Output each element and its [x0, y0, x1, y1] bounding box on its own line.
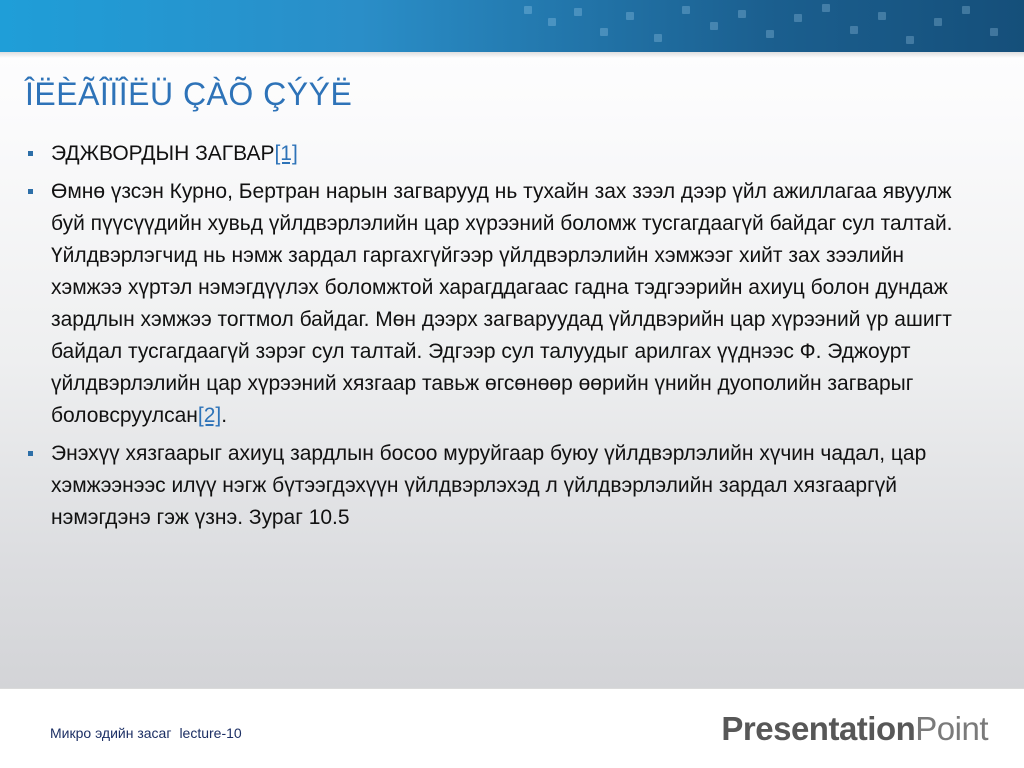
footer-caption: [50, 724, 242, 742]
banner-pattern: [504, 0, 1024, 52]
brand-logo-part2: Point: [915, 710, 988, 747]
reference-link[interactable]: [2]: [197, 404, 222, 427]
bullet-item: [28, 138, 978, 170]
reference-link[interactable]: [1]: [274, 142, 298, 165]
slide-title: ÎËÈÃÎÏÎËÜ ÇÀÕ ÇÝÝË: [25, 76, 353, 112]
bullet-item: [28, 438, 978, 534]
bullet-text: Өмнө үзсэн Курно, Бертран нарын загварууд нь тухайн зах зээл дээр үйл ажиллагаа явуулж буй пүүсүүдийн хувьд үйлдвэрлэлийн цар хүрээний боломж тусгагдаагүй байдаг сул талтай. Үйлдвэрлэгчид нь нэмж зардал гаргахгүйгээр үйлдвэрлэлийн хэмжээг хийт зах зээлийн хэмжээ хүртэл нэмэгдүүлэх боломжтой харагддагаас гадна тэдгээрийн ахиуц болон дундаж зардлын хэмжээ тогтмол байдаг. Мөн дээрх загваруудад үйлдвэрийн цар хүрээний үр ашигт байдал тусгагдаагүй зэрэг сул талтай. Эдгээр сул талуудыг арилгах үүднээс Ф. Эджоурт үйлдвэрлэлийн цар хүрээний хязгаар тавьж өгсөнөөр өөрийн үнийн дуополийн загварыг боловсруулсан: [51, 180, 953, 427]
bullet-marker: [28, 451, 33, 456]
bullet-marker: [28, 189, 33, 194]
footer-lecture: lecture-10: [179, 725, 242, 741]
bullet-text: Энэхүү хязгаарыг ахиуц зардлын босоо муруйгаар буюу үйлдвэрлэлийн хүчин чадал, цар хэмжээнээс илүү нэгж бүтээгдэхүүн үйлдвэрлэхэд л үйлдвэрлэлийн зардал хязгааргүй нэмэгдэнэ гэж үзнэ. Зураг 10.5: [51, 442, 927, 529]
bullet-text: ЭДЖВОРДЫН ЗАГВАР: [51, 142, 275, 165]
footer-course: Микро эдийн засаг: [50, 725, 172, 741]
slide-content: [28, 138, 978, 540]
header-banner: [0, 0, 1024, 52]
bullet-item: [28, 176, 978, 432]
bullet-marker: [28, 151, 33, 156]
brand-logo: [721, 710, 988, 748]
brand-logo-part1: Presentation: [721, 710, 916, 747]
bullet-text-after: .: [221, 404, 228, 427]
banner-shadow: [0, 52, 1024, 58]
